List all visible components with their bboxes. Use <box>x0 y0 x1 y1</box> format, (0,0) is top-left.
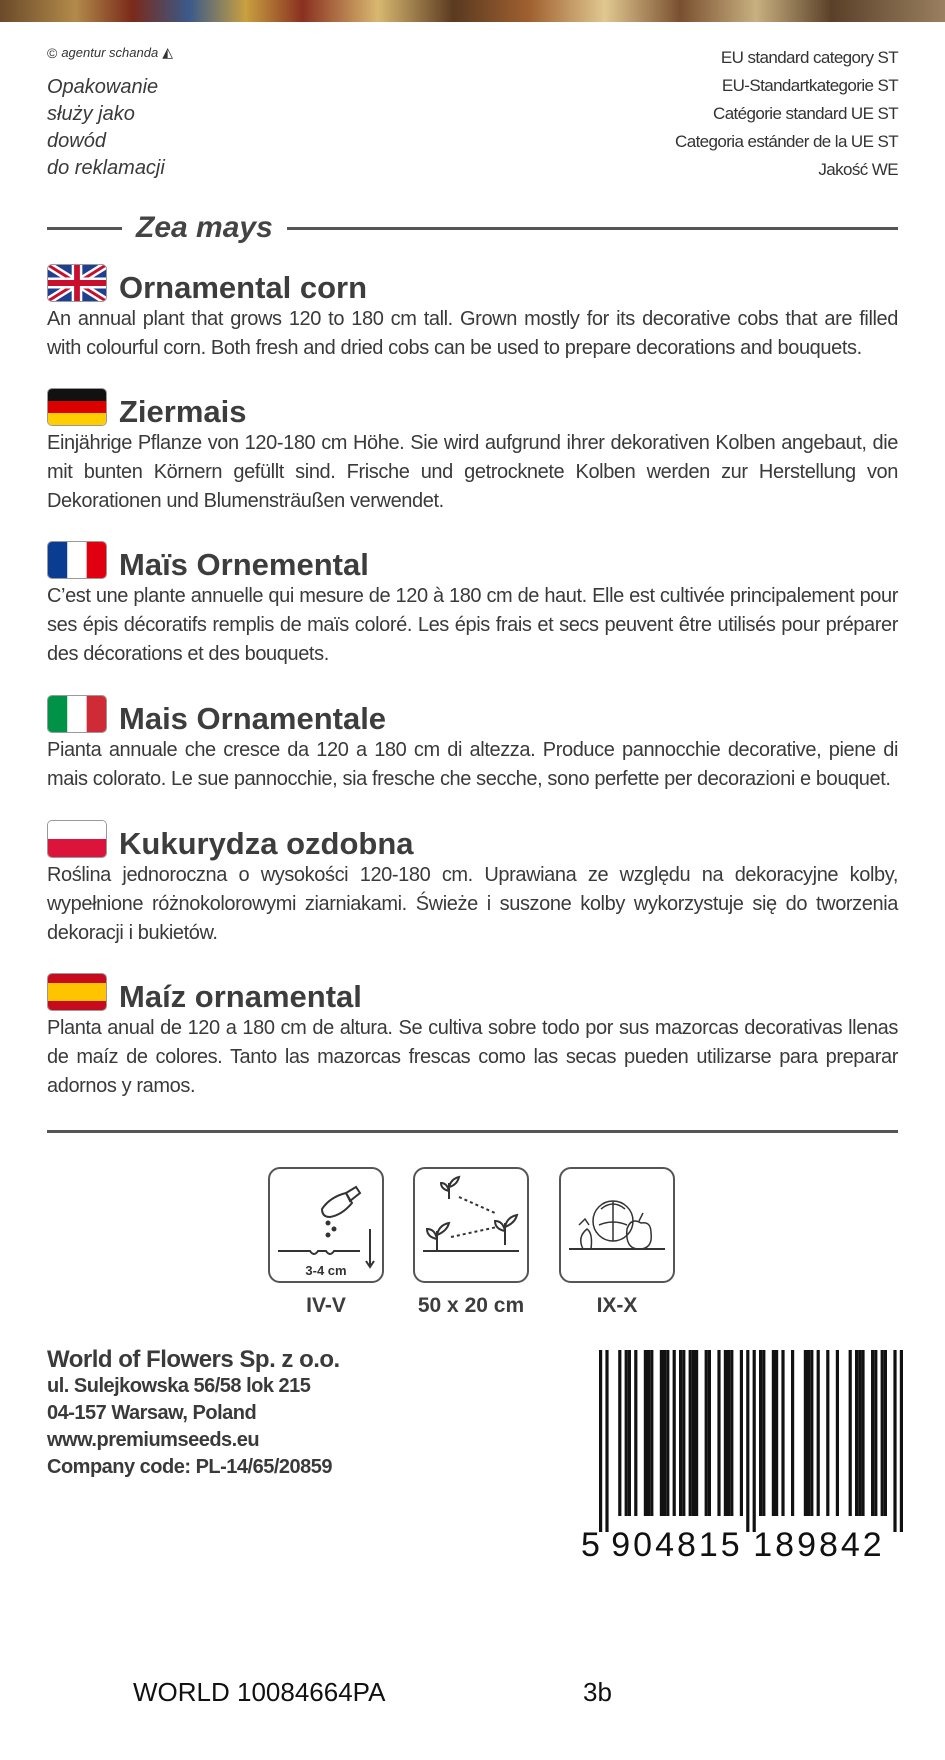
heading-rule <box>287 227 898 230</box>
barcode-bar <box>717 1350 720 1516</box>
section-spanish <box>47 972 898 1101</box>
barcode-bar <box>762 1350 765 1516</box>
poland-flag-icon <box>47 820 107 858</box>
section-body: C’est une plante annuelle qui mesure de 120 à 180 cm de haut. Elle est cultivée principalement pour ses épis décoratifs remplis de maïs coloré. Les épis frais et secs peuvent être utilisés pour préparer des décorations et des bouquets. <box>47 585 898 665</box>
barcode-bar <box>861 1350 864 1516</box>
barcode-bar <box>708 1350 711 1516</box>
latin-name: Zea mays <box>136 211 273 244</box>
section-body: Planta anual de 120 a 180 cm de altura. Se cultiva sobre todo por sus mazorcas decorativas llenas de maíz de colores. Tanto las mazorcas frescas como las secas pueden utilizarse para preparar adornos y ramos. <box>47 1017 898 1097</box>
barcode-bar <box>807 1350 810 1516</box>
barcode-bar <box>625 1350 628 1516</box>
barcode-bar <box>660 1350 663 1516</box>
barcode-bar <box>826 1350 829 1516</box>
barcode-bar <box>679 1350 682 1516</box>
section-polish <box>47 819 898 948</box>
barcode-bar <box>628 1350 631 1516</box>
barcode-bar <box>724 1350 727 1516</box>
sowing-depth-label: 3-4 cm <box>305 1263 347 1278</box>
barcode-bar <box>893 1350 896 1532</box>
print-code: WORLD 10084664PA <box>133 1677 386 1707</box>
barcode-bar <box>740 1350 743 1516</box>
complaint-line: do reklamacji <box>47 157 165 179</box>
section-body: An annual plant that grows 120 to 180 cm tall. Grown mostly for its decorative cobs that are filled with colourful corn. Both fresh and dried cobs can be used to prepare decorations and bouquets. <box>47 308 898 359</box>
barcode-bar <box>705 1350 708 1516</box>
section-title: Kukurydza ozdobna <box>119 826 414 861</box>
barcode-bar <box>647 1350 650 1516</box>
barcode-bar <box>753 1350 756 1532</box>
section-italian <box>47 694 898 794</box>
barcode-bar <box>836 1350 839 1516</box>
section-english <box>47 263 898 363</box>
complaint-line: służy jako <box>47 103 135 125</box>
company-code: Company code: PL-14/65/20859 <box>47 1456 333 1478</box>
barcode-bar <box>849 1350 852 1516</box>
company-info <box>47 1346 340 1481</box>
category-line: EU standard category ST <box>720 48 898 67</box>
section-body: Pianta annuale che cresce da 120 a 180 cm di altezza. Produce pannocchie decorative, piene di mais colorato. Le sue pannocchie, sia fresche che secche, sono perfette per decorazioni e bouquet. <box>47 739 898 790</box>
germany-flag-icon <box>47 388 107 426</box>
heading-rule <box>47 227 122 230</box>
category-line: Categoria estánder de la UE ST <box>675 132 898 151</box>
company-street: ul. Sulejkowska 56/58 lok 215 <box>47 1375 311 1397</box>
section-divider <box>47 1130 898 1133</box>
complaint-note <box>47 74 165 182</box>
copyright-line <box>47 44 173 61</box>
spacing-label: 50 x 20 cm <box>417 1294 525 1317</box>
barcode-bar <box>695 1350 698 1516</box>
agency-logo-icon: ◭ <box>162 44 173 60</box>
section-title: Mais Ornamentale <box>119 701 387 736</box>
harvest-icon <box>559 1167 675 1283</box>
corn-photo-strip <box>0 0 945 22</box>
barcode-bar <box>730 1350 733 1516</box>
company-name: World of Flowers Sp. z o.o. <box>47 1346 340 1373</box>
eu-category-block <box>675 44 898 184</box>
section-title: Ornamental corn <box>119 270 368 305</box>
barcode-bar <box>874 1350 877 1516</box>
barcode-bar <box>881 1350 884 1516</box>
section-title: Ziermais <box>119 394 247 429</box>
barcode-bar <box>644 1350 647 1516</box>
barcode-bar <box>727 1350 730 1516</box>
company-city: 04-157 Warsaw, Poland <box>47 1402 257 1424</box>
section-german <box>47 387 898 516</box>
latin-name-heading <box>47 208 898 248</box>
uk-flag-icon <box>47 264 107 302</box>
category-line: Jakość WE <box>818 160 898 179</box>
barcode-bar <box>650 1350 653 1516</box>
company-website: www.premiumseeds.eu <box>47 1429 260 1451</box>
category-line: EU-Standartkategorie ST <box>721 76 898 95</box>
barcode-bar <box>810 1350 813 1516</box>
barcode-bar <box>871 1350 874 1516</box>
barcode-bar <box>689 1350 692 1516</box>
barcode-bar <box>900 1350 903 1532</box>
complaint-line: dowód <box>47 130 106 152</box>
barcode-bar <box>884 1350 887 1516</box>
copyright-icon: © <box>47 44 58 61</box>
barcode-bar <box>605 1350 608 1532</box>
barcode-bar <box>599 1350 602 1532</box>
barcode-bar <box>775 1350 778 1516</box>
sowing-time-label: IV-V <box>306 1294 346 1317</box>
section-title: Maïs Ornemental <box>119 547 369 582</box>
barcode-bar <box>855 1350 858 1516</box>
barcode-bar <box>759 1350 762 1516</box>
france-flag-icon <box>47 541 107 579</box>
barcode-bar <box>804 1350 807 1516</box>
barcode-bar <box>791 1350 794 1516</box>
copyright-text: agentur schanda <box>61 45 159 60</box>
barcode-bar <box>692 1350 695 1516</box>
barcode-digit-group: 5 <box>581 1526 600 1560</box>
spain-flag-icon <box>47 973 107 1011</box>
barcode-bar <box>663 1350 666 1516</box>
barcode-bar <box>746 1350 749 1532</box>
barcode-bar <box>781 1350 784 1516</box>
complaint-line: Opakowanie <box>47 76 159 98</box>
spacing-icon <box>413 1167 529 1283</box>
barcode-bar <box>682 1350 685 1516</box>
section-french <box>47 540 898 669</box>
ean-barcode <box>573 1350 903 1560</box>
barcode-bar <box>666 1350 669 1516</box>
section-title: Maíz ornamental <box>119 979 362 1014</box>
barcode-bar <box>817 1350 820 1516</box>
category-line: Catégorie standard UE ST <box>713 104 898 123</box>
barcode-bar <box>673 1350 676 1516</box>
barcode-bar <box>772 1350 775 1516</box>
barcode-digit-group: 189842 <box>753 1526 885 1560</box>
barcode-bar <box>618 1350 621 1516</box>
italy-flag-icon <box>47 695 107 733</box>
barcode-digit-group: 904815 <box>611 1526 743 1560</box>
sowing-icon <box>268 1167 384 1283</box>
harvest-time-label: IX-X <box>596 1294 638 1317</box>
section-body: Roślina jednoroczna o wysokości 120-180 cm. Uprawiana ze względu na dekoracyjne kolby, wypełnione różnokolorowymi ziarniakami. Świeże i suszone kolby wykorzystuje się do tworzenia dekoracji i bukietów. <box>47 864 898 944</box>
barcode-bar <box>634 1350 637 1516</box>
section-body: Einjährige Pflanze von 120-180 cm Höhe. Sie wird aufgrund ihrer dekorativen Kolben angebaut, die mit bunten Körnern gefüllt sind. Frische und getrocknete Kolben werden zur Herstellung von Dekorationen und Blumensträußen verwendet. <box>47 432 898 512</box>
print-version: 3b <box>583 1677 612 1707</box>
barcode-bar <box>858 1350 861 1516</box>
